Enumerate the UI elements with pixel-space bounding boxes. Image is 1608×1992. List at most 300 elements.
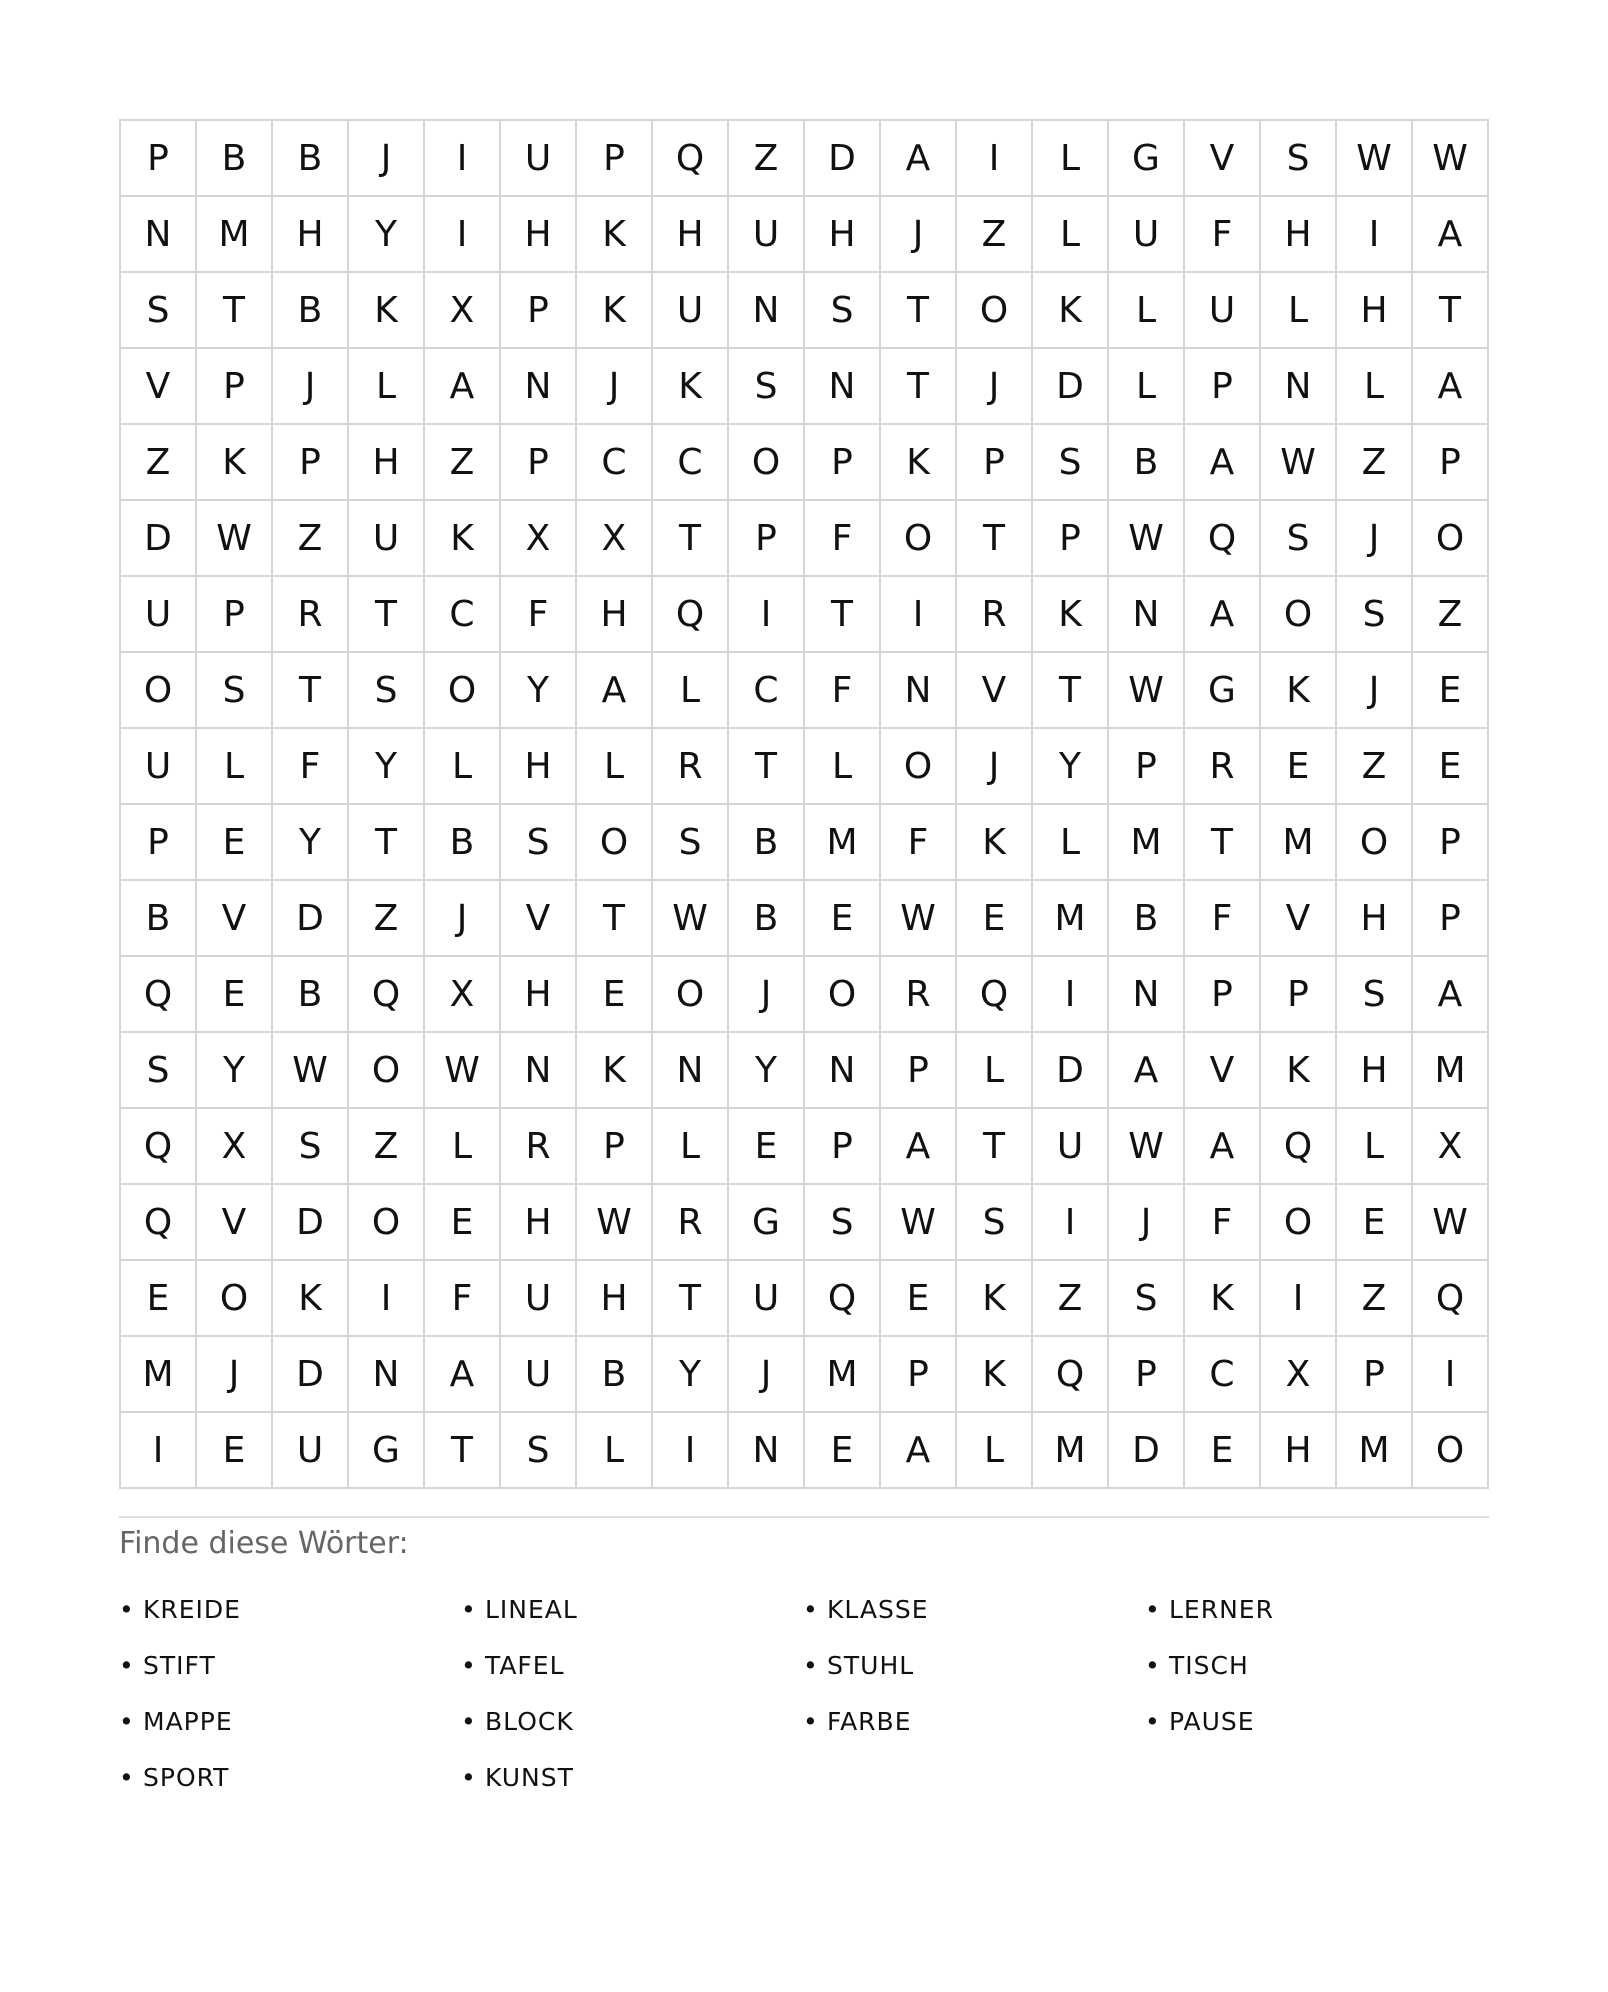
grid-cell[interactable]: T — [197, 273, 273, 349]
grid-cell[interactable]: J — [273, 349, 349, 425]
grid-cell[interactable]: A — [1185, 577, 1261, 653]
grid-cell[interactable]: R — [1185, 729, 1261, 805]
grid-cell[interactable]: Z — [1337, 1261, 1413, 1337]
grid-cell[interactable]: J — [729, 1337, 805, 1413]
grid-cell[interactable]: N — [1109, 577, 1185, 653]
grid-cell[interactable]: U — [501, 121, 577, 197]
grid-cell[interactable]: O — [425, 653, 501, 729]
grid-cell[interactable]: Y — [1033, 729, 1109, 805]
grid-cell[interactable]: I — [349, 1261, 425, 1337]
grid-cell[interactable]: Z — [957, 197, 1033, 273]
grid-cell[interactable]: N — [121, 197, 197, 273]
grid-cell[interactable]: Q — [349, 957, 425, 1033]
grid-cell[interactable]: K — [1261, 1033, 1337, 1109]
grid-cell[interactable]: S — [501, 805, 577, 881]
grid-cell[interactable]: J — [957, 729, 1033, 805]
grid-cell[interactable]: M — [805, 805, 881, 881]
grid-cell[interactable]: Y — [197, 1033, 273, 1109]
grid-cell[interactable]: V — [197, 881, 273, 957]
grid-cell[interactable]: T — [1413, 273, 1489, 349]
grid-cell[interactable]: W — [577, 1185, 653, 1261]
grid-cell[interactable]: D — [273, 881, 349, 957]
grid-cell[interactable]: R — [957, 577, 1033, 653]
grid-cell[interactable]: R — [653, 729, 729, 805]
grid-cell[interactable]: Q — [1033, 1337, 1109, 1413]
grid-cell[interactable]: A — [881, 1109, 957, 1185]
grid-cell[interactable]: A — [1185, 425, 1261, 501]
grid-cell[interactable]: P — [1413, 805, 1489, 881]
grid-cell[interactable]: A — [577, 653, 653, 729]
grid-cell[interactable]: H — [1337, 273, 1413, 349]
grid-cell[interactable]: V — [1261, 881, 1337, 957]
grid-cell[interactable]: E — [1261, 729, 1337, 805]
grid-cell[interactable]: Q — [805, 1261, 881, 1337]
grid-cell[interactable]: X — [425, 957, 501, 1033]
grid-cell[interactable]: Q — [653, 577, 729, 653]
grid-cell[interactable]: T — [881, 273, 957, 349]
grid-cell[interactable]: O — [197, 1261, 273, 1337]
grid-cell[interactable]: Z — [425, 425, 501, 501]
grid-cell[interactable]: P — [577, 1109, 653, 1185]
grid-cell[interactable]: T — [1033, 653, 1109, 729]
grid-cell[interactable]: R — [501, 1109, 577, 1185]
grid-cell[interactable]: I — [881, 577, 957, 653]
grid-cell[interactable]: D — [121, 501, 197, 577]
grid-cell[interactable]: I — [1261, 1261, 1337, 1337]
grid-cell[interactable]: B — [197, 121, 273, 197]
grid-cell[interactable]: O — [729, 425, 805, 501]
grid-cell[interactable]: K — [197, 425, 273, 501]
grid-cell[interactable]: E — [805, 1413, 881, 1489]
grid-cell[interactable]: J — [881, 197, 957, 273]
grid-cell[interactable]: T — [881, 349, 957, 425]
grid-cell[interactable]: X — [501, 501, 577, 577]
grid-cell[interactable]: M — [1033, 881, 1109, 957]
grid-cell[interactable]: P — [197, 349, 273, 425]
grid-cell[interactable]: Q — [121, 957, 197, 1033]
grid-cell[interactable]: J — [349, 121, 425, 197]
grid-cell[interactable]: P — [197, 577, 273, 653]
grid-cell[interactable]: T — [1185, 805, 1261, 881]
grid-cell[interactable]: W — [1109, 653, 1185, 729]
grid-cell[interactable]: M — [1109, 805, 1185, 881]
grid-cell[interactable]: S — [729, 349, 805, 425]
grid-cell[interactable]: U — [1109, 197, 1185, 273]
grid-cell[interactable]: M — [121, 1337, 197, 1413]
grid-cell[interactable]: I — [653, 1413, 729, 1489]
grid-cell[interactable]: P — [1033, 501, 1109, 577]
grid-cell[interactable]: J — [1109, 1185, 1185, 1261]
grid-cell[interactable]: J — [1337, 653, 1413, 729]
grid-cell[interactable]: W — [1261, 425, 1337, 501]
grid-cell[interactable]: G — [1185, 653, 1261, 729]
grid-cell[interactable]: V — [501, 881, 577, 957]
grid-cell[interactable]: D — [1033, 349, 1109, 425]
grid-cell[interactable]: I — [729, 577, 805, 653]
grid-cell[interactable]: T — [577, 881, 653, 957]
grid-cell[interactable]: T — [349, 577, 425, 653]
grid-cell[interactable]: V — [121, 349, 197, 425]
grid-cell[interactable]: F — [805, 501, 881, 577]
grid-cell[interactable]: F — [1185, 1185, 1261, 1261]
grid-cell[interactable]: L — [1261, 273, 1337, 349]
grid-cell[interactable]: P — [881, 1033, 957, 1109]
grid-cell[interactable]: Q — [1261, 1109, 1337, 1185]
grid-cell[interactable]: N — [805, 1033, 881, 1109]
grid-cell[interactable]: C — [577, 425, 653, 501]
grid-cell[interactable]: X — [197, 1109, 273, 1185]
grid-cell[interactable]: H — [1337, 1033, 1413, 1109]
grid-cell[interactable]: T — [425, 1413, 501, 1489]
grid-cell[interactable]: J — [1337, 501, 1413, 577]
grid-cell[interactable]: B — [425, 805, 501, 881]
grid-cell[interactable]: S — [1033, 425, 1109, 501]
grid-cell[interactable]: P — [1185, 957, 1261, 1033]
grid-cell[interactable]: P — [805, 1109, 881, 1185]
grid-cell[interactable]: C — [425, 577, 501, 653]
grid-cell[interactable]: Z — [121, 425, 197, 501]
grid-cell[interactable]: K — [881, 425, 957, 501]
grid-cell[interactable]: W — [653, 881, 729, 957]
grid-cell[interactable]: P — [501, 273, 577, 349]
grid-cell[interactable]: C — [653, 425, 729, 501]
grid-cell[interactable]: L — [1337, 1109, 1413, 1185]
grid-cell[interactable]: F — [1185, 197, 1261, 273]
grid-cell[interactable]: S — [273, 1109, 349, 1185]
grid-cell[interactable]: I — [425, 197, 501, 273]
grid-cell[interactable]: L — [1033, 805, 1109, 881]
grid-cell[interactable]: L — [425, 729, 501, 805]
grid-cell[interactable]: L — [805, 729, 881, 805]
grid-cell[interactable]: E — [425, 1185, 501, 1261]
grid-cell[interactable]: O — [349, 1185, 425, 1261]
grid-cell[interactable]: H — [349, 425, 425, 501]
grid-cell[interactable]: P — [121, 121, 197, 197]
grid-cell[interactable]: Q — [121, 1185, 197, 1261]
grid-cell[interactable]: L — [1033, 121, 1109, 197]
grid-cell[interactable]: B — [729, 805, 805, 881]
grid-cell[interactable]: N — [1109, 957, 1185, 1033]
grid-cell[interactable]: W — [1109, 501, 1185, 577]
grid-cell[interactable]: S — [1261, 501, 1337, 577]
grid-cell[interactable]: X — [577, 501, 653, 577]
grid-cell[interactable]: E — [1413, 653, 1489, 729]
grid-cell[interactable]: W — [1109, 1109, 1185, 1185]
grid-cell[interactable]: E — [881, 1261, 957, 1337]
grid-cell[interactable]: T — [729, 729, 805, 805]
grid-cell[interactable]: M — [1033, 1413, 1109, 1489]
grid-cell[interactable]: T — [957, 1109, 1033, 1185]
grid-cell[interactable]: S — [805, 1185, 881, 1261]
grid-cell[interactable]: E — [1413, 729, 1489, 805]
grid-cell[interactable]: E — [1185, 1413, 1261, 1489]
grid-cell[interactable]: L — [1337, 349, 1413, 425]
grid-cell[interactable]: Z — [349, 881, 425, 957]
grid-cell[interactable]: D — [273, 1337, 349, 1413]
grid-cell[interactable]: D — [1109, 1413, 1185, 1489]
grid-cell[interactable]: E — [121, 1261, 197, 1337]
grid-cell[interactable]: P — [1413, 881, 1489, 957]
grid-cell[interactable]: O — [653, 957, 729, 1033]
grid-cell[interactable]: K — [1261, 653, 1337, 729]
grid-cell[interactable]: X — [1413, 1109, 1489, 1185]
grid-cell[interactable]: N — [729, 1413, 805, 1489]
grid-cell[interactable]: E — [197, 957, 273, 1033]
grid-cell[interactable]: U — [729, 197, 805, 273]
grid-cell[interactable]: L — [1109, 273, 1185, 349]
grid-cell[interactable]: H — [1337, 881, 1413, 957]
grid-cell[interactable]: O — [121, 653, 197, 729]
grid-cell[interactable]: P — [805, 425, 881, 501]
grid-cell[interactable]: S — [121, 1033, 197, 1109]
grid-cell[interactable]: F — [273, 729, 349, 805]
grid-cell[interactable]: T — [957, 501, 1033, 577]
grid-cell[interactable]: K — [1033, 577, 1109, 653]
grid-cell[interactable]: J — [729, 957, 805, 1033]
grid-cell[interactable]: H — [1261, 197, 1337, 273]
grid-cell[interactable]: L — [653, 1109, 729, 1185]
grid-cell[interactable]: E — [729, 1109, 805, 1185]
grid-cell[interactable]: Z — [273, 501, 349, 577]
grid-cell[interactable]: M — [805, 1337, 881, 1413]
grid-cell[interactable]: I — [1033, 957, 1109, 1033]
grid-cell[interactable]: N — [349, 1337, 425, 1413]
grid-cell[interactable]: T — [349, 805, 425, 881]
grid-cell[interactable]: A — [1413, 957, 1489, 1033]
grid-cell[interactable]: W — [197, 501, 273, 577]
grid-cell[interactable]: U — [121, 577, 197, 653]
grid-cell[interactable]: Y — [349, 729, 425, 805]
grid-cell[interactable]: T — [653, 501, 729, 577]
grid-cell[interactable]: J — [577, 349, 653, 425]
grid-cell[interactable]: S — [1337, 957, 1413, 1033]
grid-cell[interactable]: F — [881, 805, 957, 881]
grid-cell[interactable]: E — [197, 805, 273, 881]
grid-cell[interactable]: B — [121, 881, 197, 957]
grid-cell[interactable]: K — [653, 349, 729, 425]
grid-cell[interactable]: R — [653, 1185, 729, 1261]
grid-cell[interactable]: K — [273, 1261, 349, 1337]
grid-cell[interactable]: H — [273, 197, 349, 273]
grid-cell[interactable]: P — [273, 425, 349, 501]
grid-cell[interactable]: C — [1185, 1337, 1261, 1413]
grid-cell[interactable]: N — [501, 1033, 577, 1109]
grid-cell[interactable]: W — [273, 1033, 349, 1109]
grid-cell[interactable]: Z — [349, 1109, 425, 1185]
grid-cell[interactable]: G — [729, 1185, 805, 1261]
grid-cell[interactable]: B — [729, 881, 805, 957]
grid-cell[interactable]: M — [197, 197, 273, 273]
grid-cell[interactable]: Q — [957, 957, 1033, 1033]
grid-cell[interactable]: U — [501, 1261, 577, 1337]
grid-cell[interactable]: U — [1185, 273, 1261, 349]
grid-cell[interactable]: X — [425, 273, 501, 349]
grid-cell[interactable]: E — [957, 881, 1033, 957]
grid-cell[interactable]: T — [805, 577, 881, 653]
grid-cell[interactable]: S — [121, 273, 197, 349]
grid-cell[interactable]: T — [273, 653, 349, 729]
grid-cell[interactable]: N — [653, 1033, 729, 1109]
grid-cell[interactable]: A — [425, 1337, 501, 1413]
grid-cell[interactable]: U — [501, 1337, 577, 1413]
grid-cell[interactable]: L — [577, 1413, 653, 1489]
grid-cell[interactable]: A — [1109, 1033, 1185, 1109]
grid-cell[interactable]: R — [881, 957, 957, 1033]
grid-cell[interactable]: U — [349, 501, 425, 577]
grid-cell[interactable]: G — [349, 1413, 425, 1489]
grid-cell[interactable]: F — [425, 1261, 501, 1337]
grid-cell[interactable]: P — [501, 425, 577, 501]
grid-cell[interactable]: S — [1261, 121, 1337, 197]
grid-cell[interactable]: D — [1033, 1033, 1109, 1109]
grid-cell[interactable]: K — [957, 1337, 1033, 1413]
grid-cell[interactable]: S — [349, 653, 425, 729]
grid-cell[interactable]: N — [881, 653, 957, 729]
grid-cell[interactable]: W — [1413, 121, 1489, 197]
grid-cell[interactable]: K — [577, 1033, 653, 1109]
grid-cell[interactable]: H — [1261, 1413, 1337, 1489]
grid-cell[interactable]: A — [881, 121, 957, 197]
grid-cell[interactable]: J — [425, 881, 501, 957]
grid-cell[interactable]: W — [1337, 121, 1413, 197]
grid-cell[interactable]: O — [1413, 501, 1489, 577]
grid-cell[interactable]: O — [577, 805, 653, 881]
grid-cell[interactable]: Y — [729, 1033, 805, 1109]
grid-cell[interactable]: K — [957, 805, 1033, 881]
grid-cell[interactable]: H — [653, 197, 729, 273]
grid-cell[interactable]: U — [273, 1413, 349, 1489]
grid-cell[interactable]: W — [881, 1185, 957, 1261]
grid-cell[interactable]: G — [1109, 121, 1185, 197]
grid-cell[interactable]: P — [881, 1337, 957, 1413]
grid-cell[interactable]: I — [1033, 1185, 1109, 1261]
grid-cell[interactable]: I — [121, 1413, 197, 1489]
grid-cell[interactable]: M — [1337, 1413, 1413, 1489]
grid-cell[interactable]: O — [805, 957, 881, 1033]
grid-cell[interactable]: D — [273, 1185, 349, 1261]
grid-cell[interactable]: R — [273, 577, 349, 653]
grid-cell[interactable]: Y — [501, 653, 577, 729]
grid-cell[interactable]: B — [273, 121, 349, 197]
grid-cell[interactable]: H — [577, 1261, 653, 1337]
grid-cell[interactable]: H — [501, 1185, 577, 1261]
grid-cell[interactable]: X — [1261, 1337, 1337, 1413]
grid-cell[interactable]: O — [881, 501, 957, 577]
grid-cell[interactable]: P — [1109, 729, 1185, 805]
grid-cell[interactable]: O — [1337, 805, 1413, 881]
grid-cell[interactable]: A — [1413, 349, 1489, 425]
grid-cell[interactable]: U — [729, 1261, 805, 1337]
grid-cell[interactable]: V — [1185, 121, 1261, 197]
grid-cell[interactable]: Q — [1413, 1261, 1489, 1337]
grid-cell[interactable]: Y — [273, 805, 349, 881]
grid-cell[interactable]: I — [425, 121, 501, 197]
grid-cell[interactable]: L — [1109, 349, 1185, 425]
grid-cell[interactable]: K — [425, 501, 501, 577]
grid-cell[interactable]: V — [197, 1185, 273, 1261]
grid-cell[interactable]: C — [729, 653, 805, 729]
grid-cell[interactable]: P — [1337, 1337, 1413, 1413]
grid-cell[interactable]: H — [577, 577, 653, 653]
grid-cell[interactable]: L — [197, 729, 273, 805]
grid-cell[interactable]: D — [805, 121, 881, 197]
grid-cell[interactable]: L — [349, 349, 425, 425]
grid-cell[interactable]: O — [1261, 577, 1337, 653]
grid-cell[interactable]: P — [1185, 349, 1261, 425]
grid-cell[interactable]: E — [1337, 1185, 1413, 1261]
grid-cell[interactable]: O — [1413, 1413, 1489, 1489]
grid-cell[interactable]: O — [881, 729, 957, 805]
grid-cell[interactable]: A — [1185, 1109, 1261, 1185]
grid-cell[interactable]: Q — [1185, 501, 1261, 577]
grid-cell[interactable]: Y — [349, 197, 425, 273]
grid-cell[interactable]: W — [425, 1033, 501, 1109]
grid-cell[interactable]: O — [957, 273, 1033, 349]
grid-cell[interactable]: B — [1109, 881, 1185, 957]
grid-cell[interactable]: K — [349, 273, 425, 349]
grid-cell[interactable]: F — [1185, 881, 1261, 957]
grid-cell[interactable]: F — [501, 577, 577, 653]
grid-cell[interactable]: P — [1261, 957, 1337, 1033]
grid-cell[interactable]: S — [805, 273, 881, 349]
grid-cell[interactable]: O — [1261, 1185, 1337, 1261]
grid-cell[interactable]: Z — [1337, 425, 1413, 501]
grid-cell[interactable]: P — [121, 805, 197, 881]
grid-cell[interactable]: W — [881, 881, 957, 957]
grid-cell[interactable]: M — [1261, 805, 1337, 881]
grid-cell[interactable]: K — [1185, 1261, 1261, 1337]
grid-cell[interactable]: L — [957, 1033, 1033, 1109]
grid-cell[interactable]: L — [653, 653, 729, 729]
grid-cell[interactable]: A — [425, 349, 501, 425]
grid-cell[interactable]: P — [729, 501, 805, 577]
grid-cell[interactable]: E — [805, 881, 881, 957]
grid-cell[interactable]: E — [197, 1413, 273, 1489]
grid-cell[interactable]: M — [1413, 1033, 1489, 1109]
grid-cell[interactable]: U — [121, 729, 197, 805]
grid-cell[interactable]: B — [273, 273, 349, 349]
grid-cell[interactable]: W — [1413, 1185, 1489, 1261]
grid-cell[interactable]: I — [1337, 197, 1413, 273]
grid-cell[interactable]: J — [197, 1337, 273, 1413]
grid-cell[interactable]: K — [577, 197, 653, 273]
grid-cell[interactable]: Z — [729, 121, 805, 197]
grid-cell[interactable]: V — [1185, 1033, 1261, 1109]
grid-cell[interactable]: S — [957, 1185, 1033, 1261]
grid-cell[interactable]: P — [577, 121, 653, 197]
grid-cell[interactable]: N — [501, 349, 577, 425]
grid-cell[interactable]: L — [957, 1413, 1033, 1489]
grid-cell[interactable]: S — [501, 1413, 577, 1489]
grid-cell[interactable]: A — [881, 1413, 957, 1489]
grid-cell[interactable]: S — [653, 805, 729, 881]
grid-cell[interactable]: S — [1109, 1261, 1185, 1337]
grid-cell[interactable]: P — [1413, 425, 1489, 501]
grid-cell[interactable]: B — [1109, 425, 1185, 501]
grid-cell[interactable]: T — [653, 1261, 729, 1337]
grid-cell[interactable]: L — [1033, 197, 1109, 273]
grid-cell[interactable]: N — [729, 273, 805, 349]
grid-cell[interactable]: S — [1337, 577, 1413, 653]
grid-cell[interactable]: A — [1413, 197, 1489, 273]
grid-cell[interactable]: Z — [1033, 1261, 1109, 1337]
grid-cell[interactable]: L — [577, 729, 653, 805]
grid-cell[interactable]: Q — [121, 1109, 197, 1185]
grid-cell[interactable]: P — [1109, 1337, 1185, 1413]
grid-cell[interactable]: Q — [653, 121, 729, 197]
grid-cell[interactable]: K — [1033, 273, 1109, 349]
grid-cell[interactable]: B — [273, 957, 349, 1033]
